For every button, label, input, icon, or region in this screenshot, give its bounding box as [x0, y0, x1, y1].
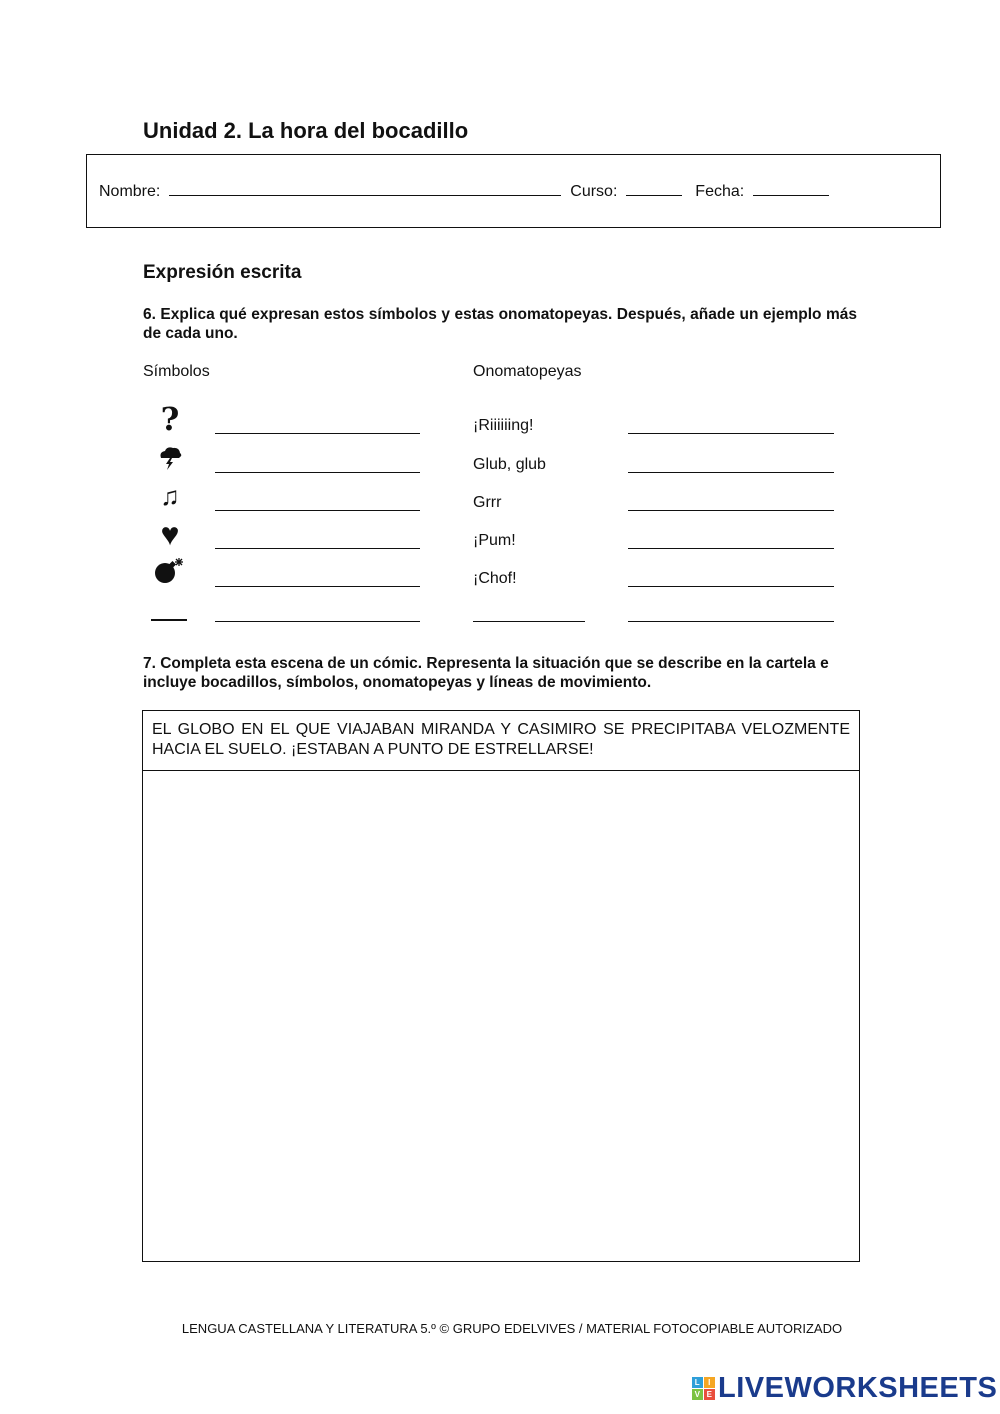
footer: LENGUA CASTELLANA Y LITERATURA 5.º © GRUPO EDELVIVES / MATERIAL FOTOCOPIABLE AUTORIZADO	[181, 1321, 843, 1336]
curso-label: Curso:	[570, 183, 618, 200]
heart-icon: ♥	[160, 516, 180, 552]
liveworksheets-logo	[692, 1372, 997, 1405]
comic-drawing-area[interactable]	[143, 771, 859, 1261]
onomatopoeia-answer-line-5[interactable]	[628, 586, 834, 587]
question-mark-icon: ?	[160, 400, 180, 438]
fecha-label: Fecha:	[695, 183, 745, 200]
symbol-answer-line-3[interactable]	[215, 510, 420, 511]
logo-text: LIVEWORKSHEETS	[718, 1372, 998, 1404]
nombre-input-line[interactable]	[169, 181, 561, 196]
blank-dash-icon	[151, 619, 187, 621]
onomatopoeia-4: ¡Pum!	[473, 532, 516, 549]
symbol-answer-line-6[interactable]	[215, 621, 420, 622]
onomatopoeia-answer-line-4[interactable]	[628, 548, 834, 549]
onomatopoeia-new-example-line[interactable]	[473, 621, 585, 622]
symbol-answer-line-2[interactable]	[215, 472, 420, 473]
student-info-box	[86, 154, 941, 228]
page-title: Unidad 2. La hora del bocadillo	[143, 118, 469, 143]
onomatopoeia-answer-line-3[interactable]	[628, 510, 834, 511]
onomatopoeia-3: Grrr	[473, 494, 502, 511]
question-7-text: 7. Completa esta escena de un cómic. Representa la situación que se describe en la cartela e incluye bocadillos, símbolos, onomatopeyas y líneas de movimiento.	[143, 655, 829, 691]
logo-mark-icon: L I V E	[692, 1377, 715, 1400]
question-6-text: 6. Explica qué expresan estos símbolos y estas onomatopeyas. Después, añade un ejemplo más de cada uno.	[143, 306, 857, 342]
storm-cloud-icon	[150, 446, 190, 476]
fecha-input-line[interactable]	[753, 181, 829, 196]
onomatopoeia-2: Glub, glub	[473, 456, 546, 473]
symbols-header: Símbolos	[143, 363, 210, 380]
symbol-answer-line-4[interactable]	[215, 548, 420, 549]
onomatopoeia-1: ¡Riiiiiing!	[473, 417, 534, 434]
onomatopoeia-answer-line-6[interactable]	[628, 621, 834, 622]
section-title: Expresión escrita	[143, 262, 302, 283]
onomatopoeia-answer-line-1[interactable]	[628, 433, 834, 434]
symbol-answer-line-1[interactable]	[215, 433, 420, 434]
bomb-icon	[150, 555, 190, 591]
nombre-label: Nombre:	[99, 183, 161, 200]
comic-caption: EL GLOBO EN EL QUE VIAJABAN MIRANDA Y CASIMIRO SE PRECIPITABA VELOZMENTE HACIA EL SUELO. ¡ESTABAN A PUNTO DE ESTRELLARSE!	[143, 711, 859, 771]
curso-input-line[interactable]	[626, 181, 682, 196]
onomatopoeia-header: Onomatopeyas	[473, 363, 582, 380]
onomatopoeia-answer-line-2[interactable]	[628, 472, 834, 473]
symbol-answer-line-5[interactable]	[215, 586, 420, 587]
music-note-icon: ♫	[160, 481, 180, 511]
comic-panel	[142, 710, 860, 1262]
onomatopoeia-5: ¡Chof!	[473, 570, 517, 587]
